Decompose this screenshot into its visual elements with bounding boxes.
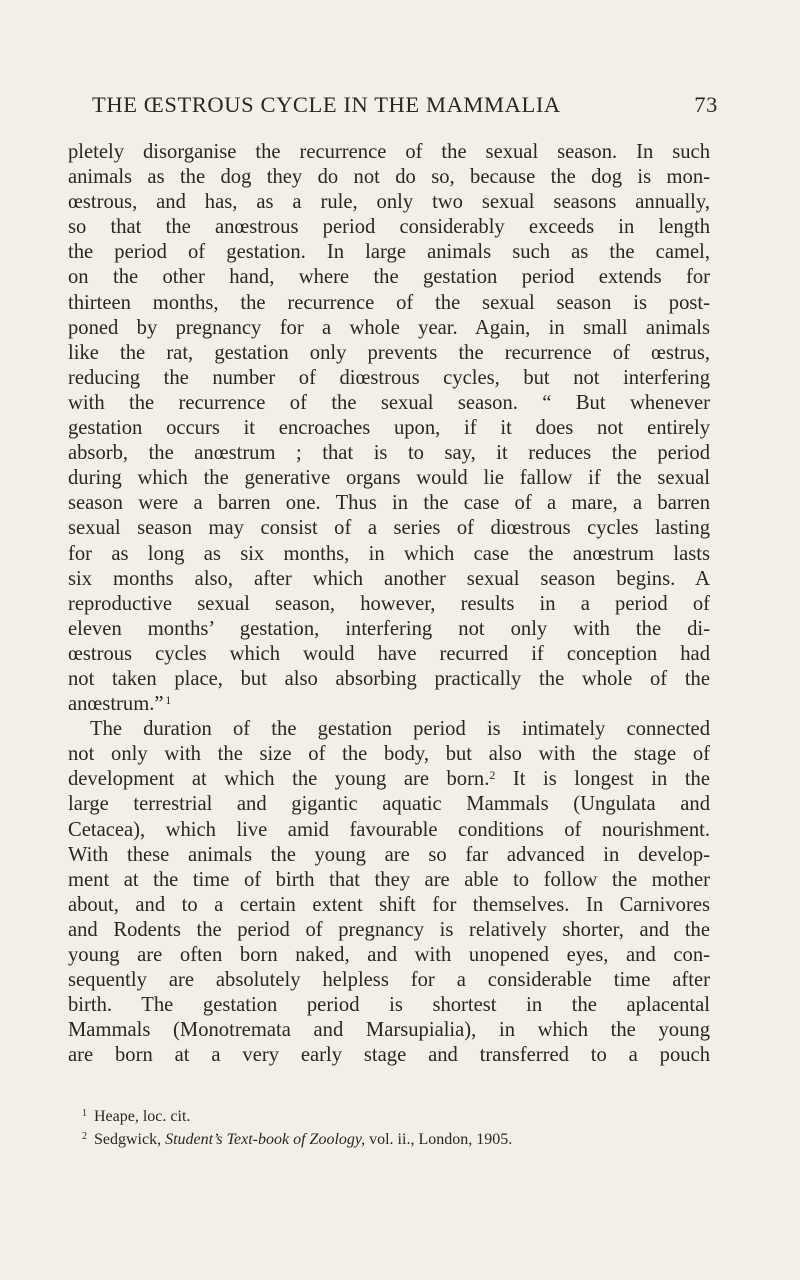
text-line-paragraph-end (68, 692, 710, 717)
footnote-text: Heape, loc. cit. (94, 1108, 191, 1125)
text-line: the period of gestation. In large animals such as the camel, (68, 241, 710, 264)
text-line: reproductive sexual season, however, results in a period of (68, 592, 710, 615)
text-line: young are often born naked, and with unopened eyes, and con- (68, 944, 710, 966)
line-text: development at which the young are born. (68, 768, 490, 791)
text-line: With these animals the young are so far advanced in develop- (68, 843, 710, 866)
text-line: like the rat, gestation only prevents the recurrence of œstrus, (68, 341, 710, 364)
footnote-number: 1 (82, 1108, 87, 1119)
footnote-author: Sedgwick, (94, 1130, 162, 1148)
text-line: with the recurrence of the sexual season. “ But whenever (68, 391, 710, 414)
text-line: not taken place, but also absorbing practically the whole of the (68, 667, 710, 690)
text-line: about, and to a certain extent shift for themselves. In Carnivores (68, 893, 710, 916)
footnote-book-title: Student’s Text-book of Zoology, (165, 1130, 366, 1148)
text-line-with-note (68, 767, 710, 792)
footnote-ref-1: 1 (165, 693, 172, 708)
body-text (68, 140, 710, 1068)
text-line: during which the generative organs would lie fallow if the sexual (68, 467, 710, 490)
footnotes (82, 1104, 722, 1149)
text-line: on the other hand, where the gestation period extends for (68, 266, 710, 289)
text-line: birth. The gestation period is shortest in the aplacental (68, 994, 710, 1017)
line-text-tail: It is longest in the (512, 768, 710, 791)
text-line: ment at the time of birth that they are able to follow the mother (68, 868, 710, 891)
text-line: six months also, after which another sexual season begins. A (68, 567, 710, 590)
footnote-details: vol. ii., London, 1905. (369, 1130, 513, 1148)
text-line: eleven months’ gestation, interfering not only with the di- (68, 617, 710, 640)
text-line: reducing the number of diœstrous cycles, but not interfering (68, 366, 710, 389)
footnote-number: 2 (82, 1130, 87, 1142)
text-line: so that the anœstrous period considerably exceeds in length (68, 216, 710, 239)
text-line: animals as the dog they do not do so, because the dog is mon- (68, 166, 710, 189)
text-line: large terrestrial and gigantic aquatic Mammals (Ungulata and (68, 793, 710, 816)
text-line: poned by pregnancy for a whole year. Again, in small animals (68, 316, 710, 339)
text-line: not only with the size of the body, but also with the stage of (68, 743, 710, 766)
text-line: and Rodents the period of pregnancy is relatively shorter, and the (68, 918, 710, 941)
footnote-ref-2: 2 (489, 768, 496, 783)
text-line: Mammals (Monotremata and Marsupialia), in which the young (68, 1019, 710, 1042)
text-line: sequently are absolutely helpless for a considerable time after (68, 969, 710, 992)
text-line: absorb, the anœstrum ; that is to say, it reduces the period (68, 442, 710, 465)
footnote-1 (82, 1104, 722, 1127)
running-title: THE ŒSTROUS CYCLE IN THE MAMMALIA (92, 92, 561, 117)
footnote-2 (82, 1127, 722, 1150)
text-line: season were a barren one. Thus in the case of a mare, a barren (68, 492, 710, 515)
text-line: sexual season may consist of a series of diœstrous cycles lasting (68, 517, 710, 540)
text-line: Cetacea), which live amid favourable conditions of nourishment. (68, 818, 710, 841)
page-number: 73 (694, 92, 718, 117)
line-text: anœstrum.” (68, 693, 164, 716)
text-line: gestation occurs it encroaches upon, if it does not entirely (68, 417, 710, 440)
text-line: for as long as six months, in which case the anœstrum lasts (68, 542, 710, 565)
running-head (92, 92, 718, 122)
text-line: are born at a very early stage and transferred to a pouch (68, 1044, 710, 1067)
text-line-paragraph-start: The duration of the gestation period is intimately connected (90, 718, 710, 741)
text-line: pletely disorganise the recurrence of the sexual season. In such (68, 141, 710, 163)
text-line: œstrous, and has, as a rule, only two sexual seasons annually, (68, 191, 710, 214)
text-line: œstrous cycles which would have recurred if conception had (68, 642, 710, 665)
text-line: thirteen months, the recurrence of the sexual season is post- (68, 291, 710, 314)
